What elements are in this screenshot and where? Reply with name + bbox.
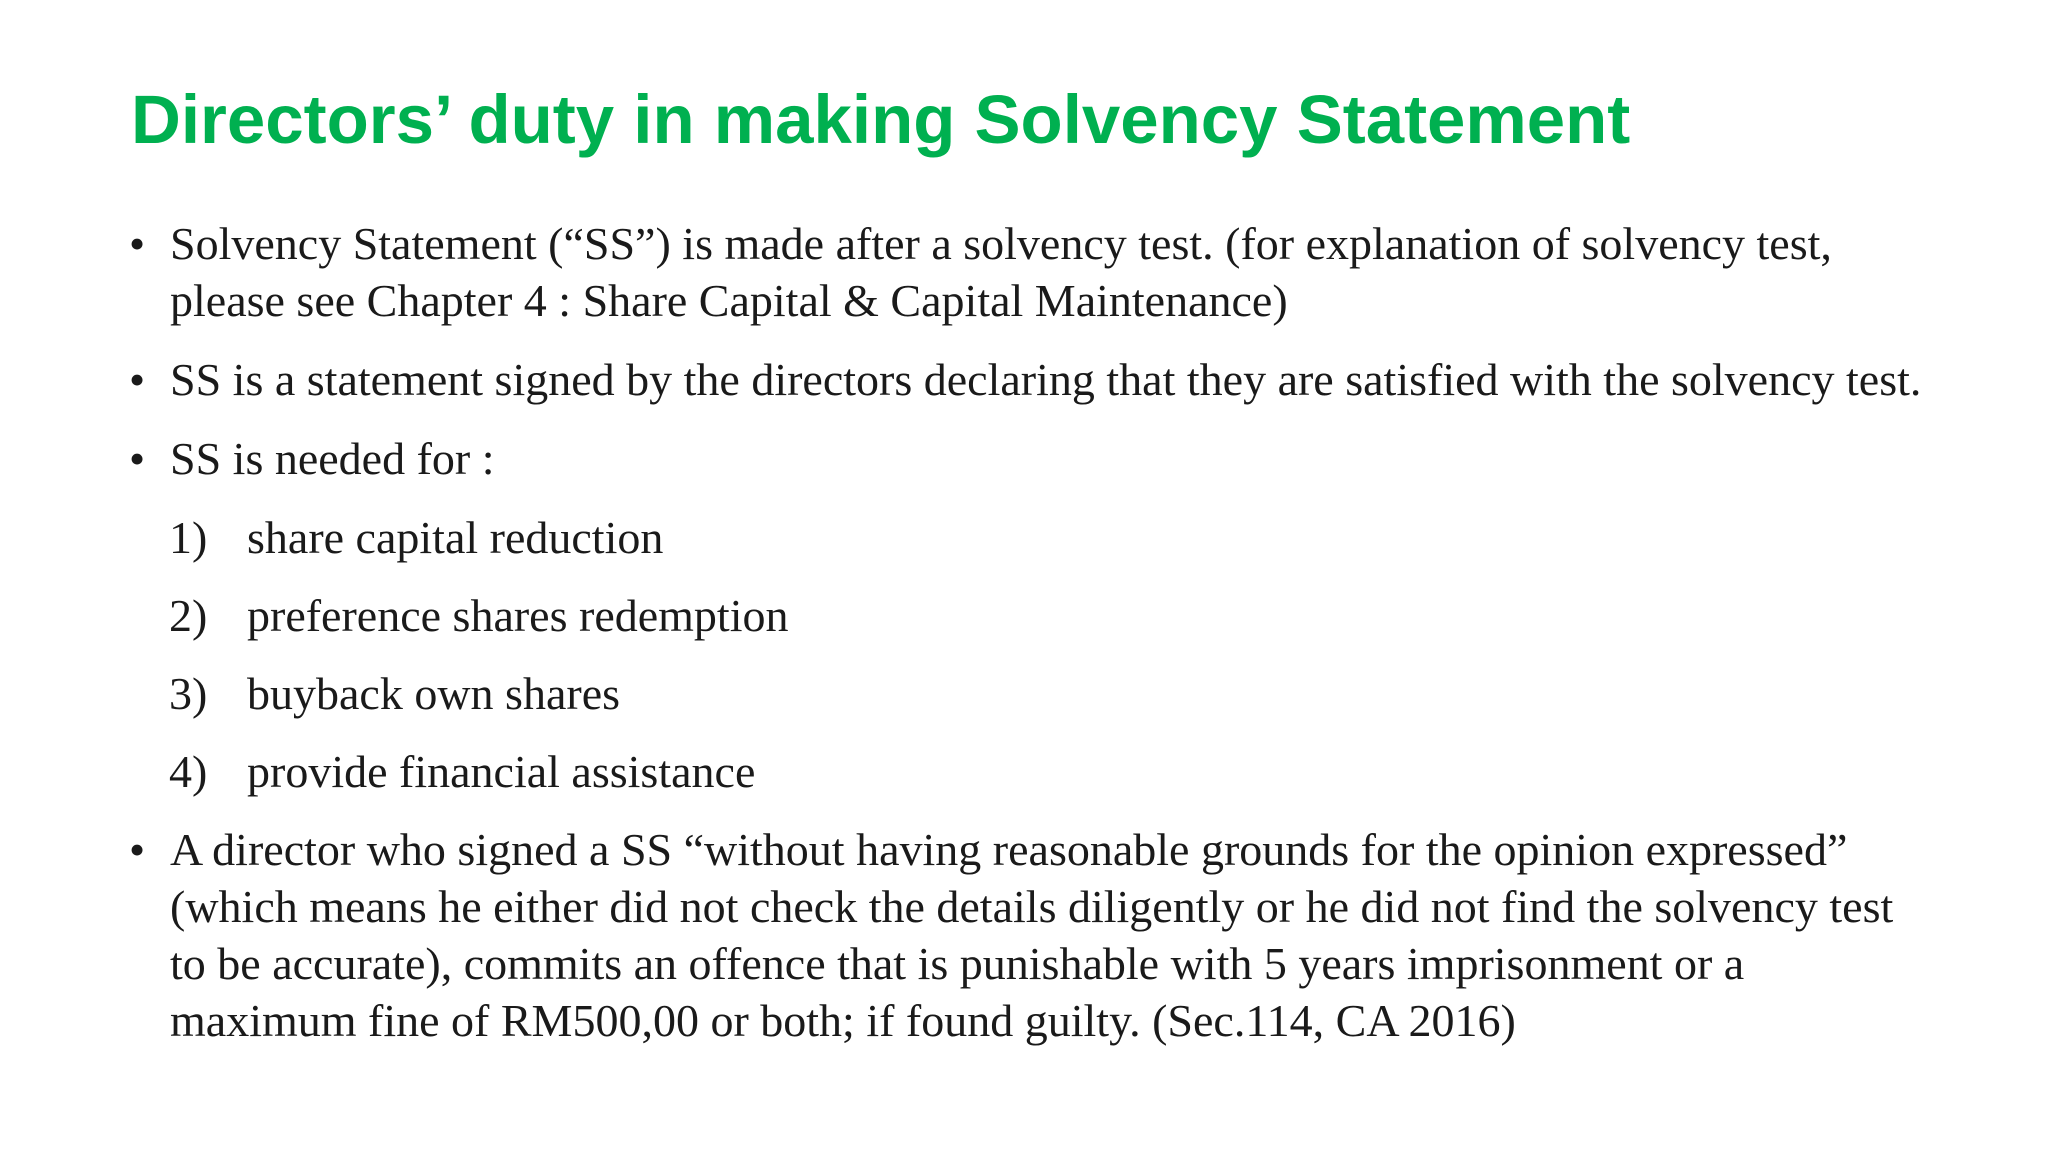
numbered-item-text: buyback own shares xyxy=(247,668,621,719)
bullet-item-director-offence xyxy=(129,821,1989,1049)
bullet-marker: • xyxy=(129,824,146,875)
numbered-item-text: share capital reduction xyxy=(247,512,664,563)
slide-content xyxy=(129,215,1989,1071)
bullet-item-solvency-statement xyxy=(129,215,1989,329)
numbered-item xyxy=(129,743,1989,800)
bullet-text-line: SS is needed for : xyxy=(170,433,495,484)
bullet-marker: • xyxy=(129,218,146,269)
bullet-text-line: A director who signed a SS “without having reasonable grounds for the opinion expressed” xyxy=(170,824,1848,875)
bullet-item-ss-needed-for xyxy=(129,430,1989,487)
bullet-text-line: Solvency Statement (“SS”) is made after a solvency test. (for explanation of solvency test, xyxy=(170,218,1832,269)
bullet-marker: • xyxy=(129,354,146,405)
bullet-text-line: maximum fine of RM500,00 or both; if found guilty. (Sec.114, CA 2016) xyxy=(170,995,1516,1046)
numbered-item-number: 1) xyxy=(169,512,208,563)
bullet-text-line: (which means he either did not check the details diligently or he did not find the solvency test xyxy=(170,881,1894,932)
bullet-text-line: SS is a statement signed by the directors declaring that they are satisfied with the solvency test. xyxy=(170,354,1922,405)
numbered-item xyxy=(129,665,1989,722)
bullet-item-ss-definition xyxy=(129,351,1989,408)
bullet-text-line: please see Chapter 4 : Share Capital & Capital Maintenance) xyxy=(170,275,1288,326)
numbered-item-number: 4) xyxy=(169,746,208,797)
numbered-item xyxy=(129,509,1989,566)
numbered-item-number: 3) xyxy=(169,668,208,719)
bullet-marker: • xyxy=(129,433,146,484)
numbered-item-text: provide financial assistance xyxy=(247,746,756,797)
bullet-text-line: to be accurate), commits an offence that is punishable with 5 years imprisonment or a xyxy=(170,938,1745,989)
numbered-item-text: preference shares redemption xyxy=(247,590,789,641)
numbered-item-number: 2) xyxy=(169,590,208,641)
numbered-item xyxy=(129,587,1989,644)
slide-title: Directors’ duty in making Solvency Statement xyxy=(131,81,1631,158)
